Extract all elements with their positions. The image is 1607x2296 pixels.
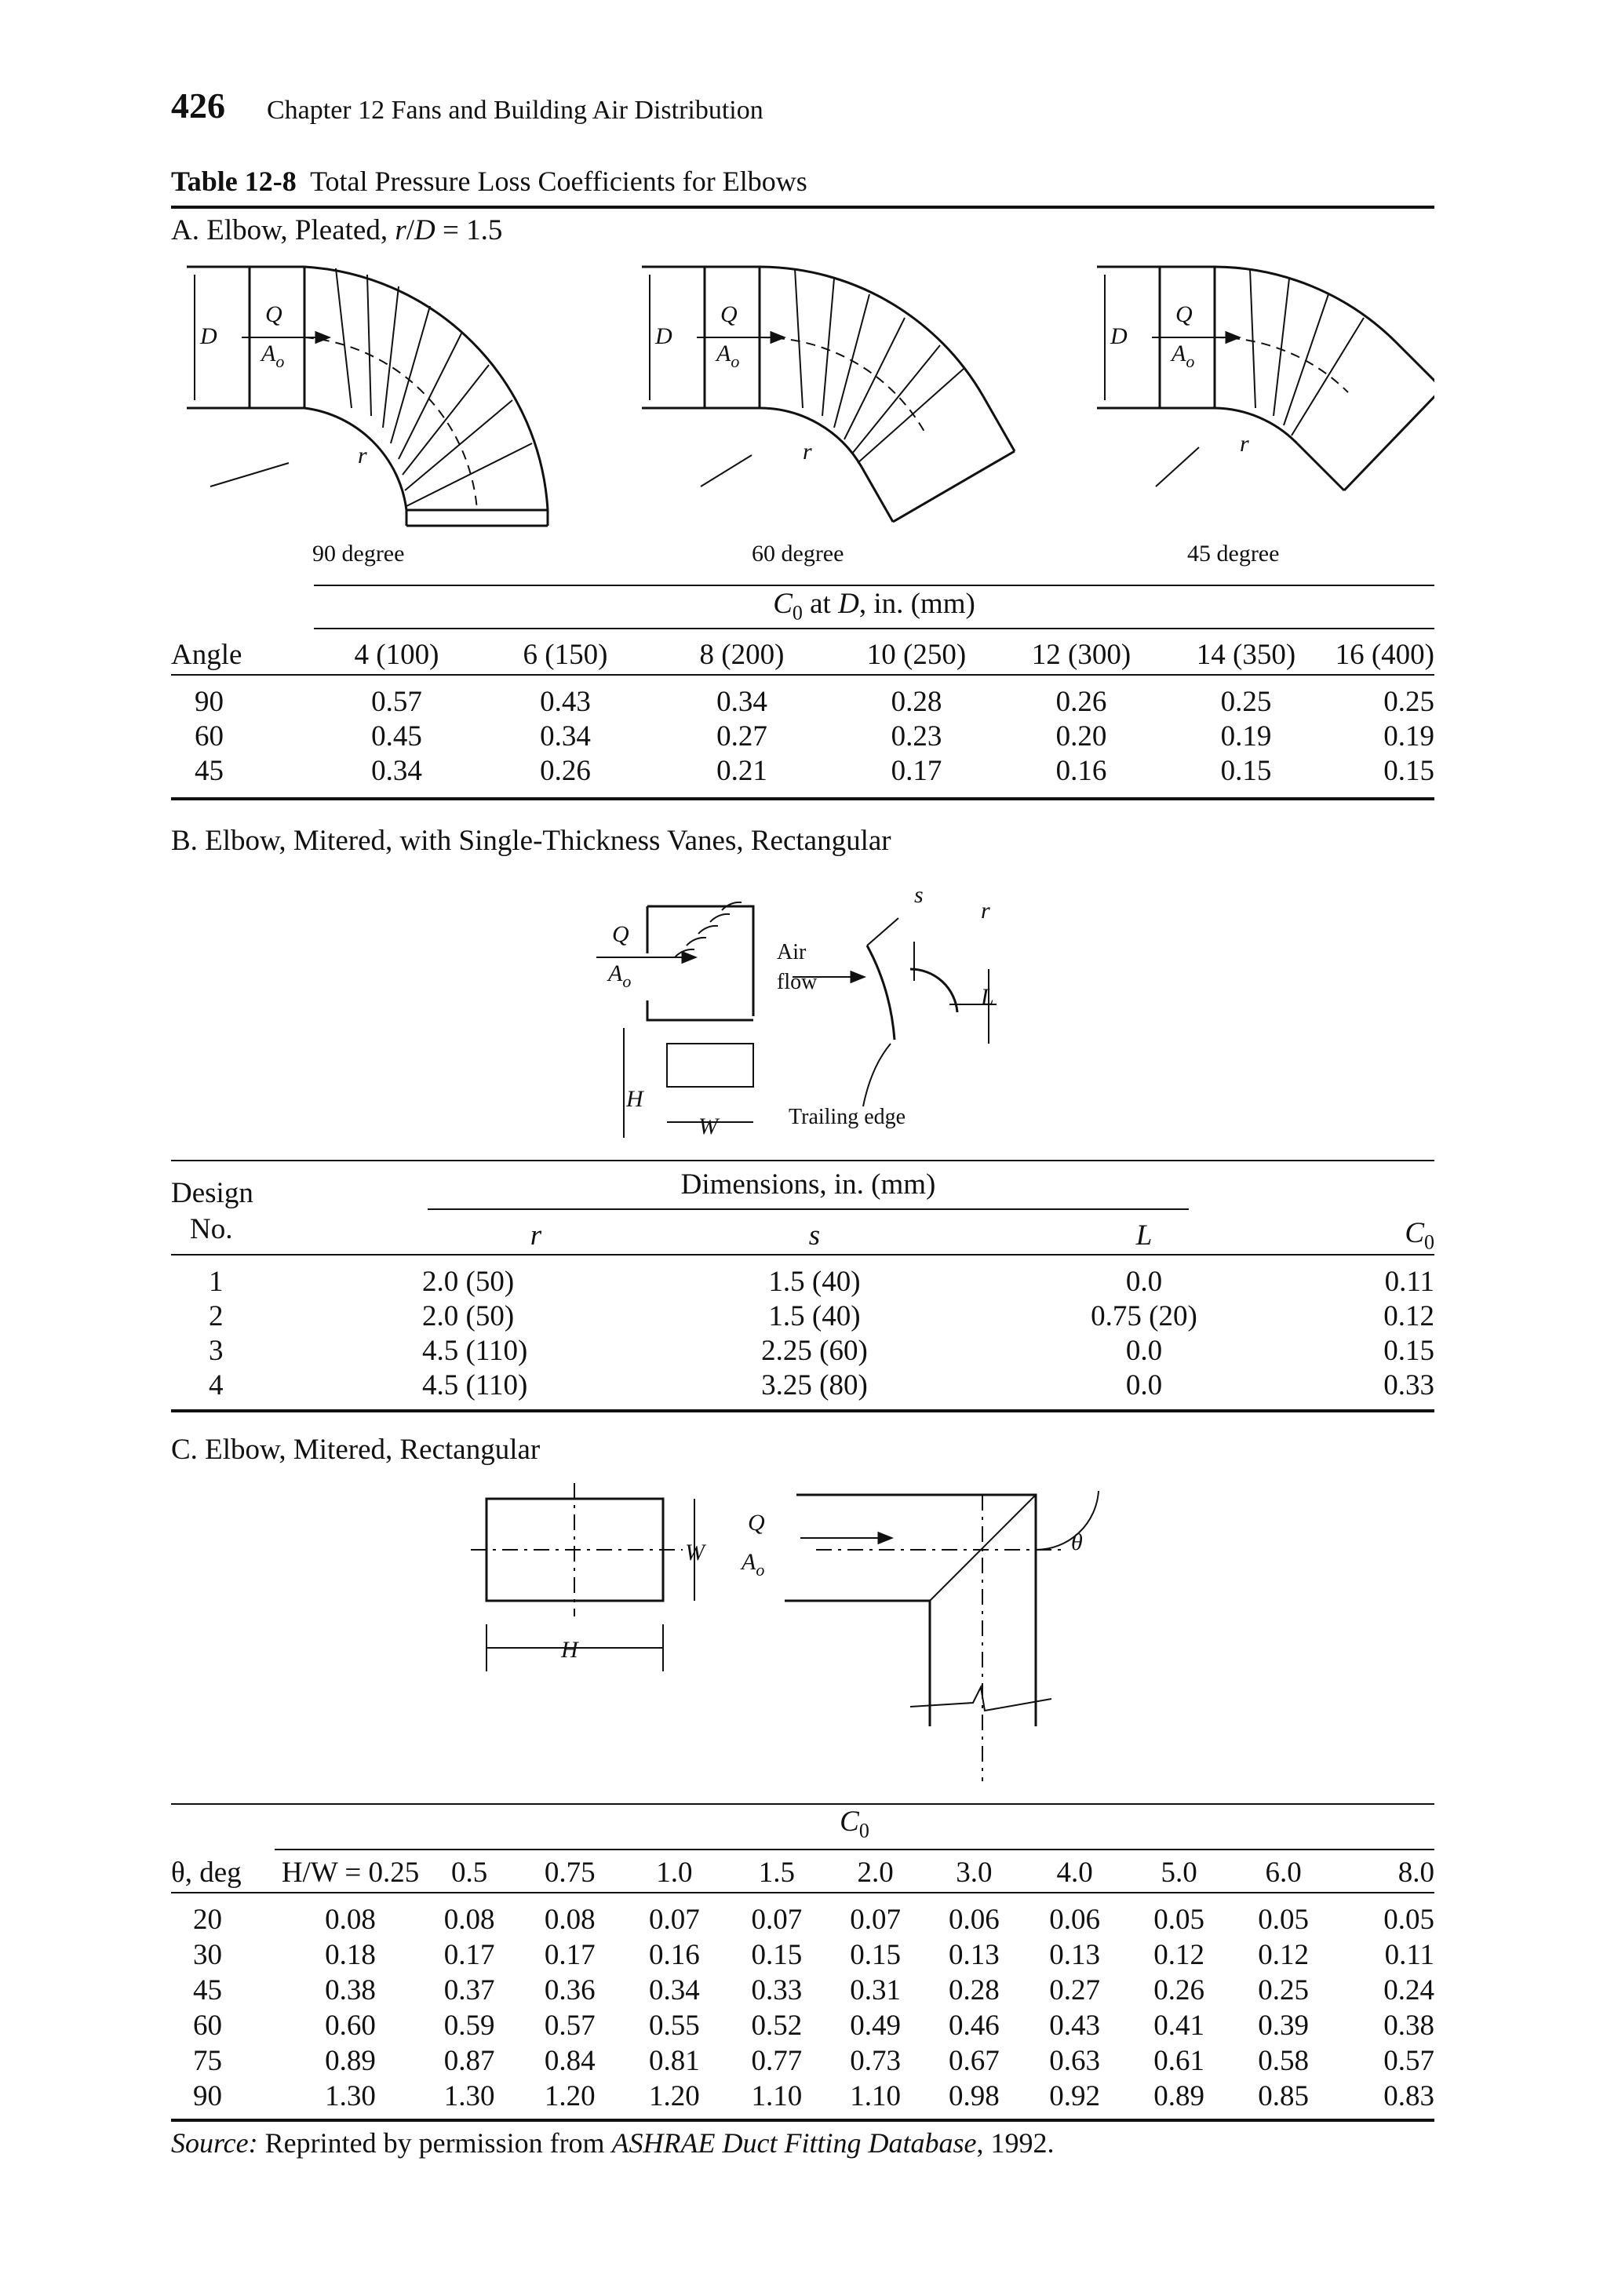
caption-90-degree: 90 degree [312,541,405,567]
label-q-45: Q [1175,301,1193,327]
table-title-text: Total Pressure Loss Coefficients for Elbows [310,166,807,197]
col-header-s: s [808,1219,821,1252]
angle-header: Angle [171,639,242,671]
section-b-table [171,1216,1434,1402]
section-c-figure [471,1475,1130,1789]
table-row: 1 2.0 (50) 1.5 (40) 0.0 0.11 [209,1265,1434,1298]
label-air: Air [777,940,807,964]
section-a-title: A. Elbow, Pleated, r/D = 1.5 [171,214,503,246]
label-d-45: D [1110,323,1128,349]
label-q-c: Q [748,1510,765,1536]
col-header: 16 (400) [1335,639,1434,671]
caption-45-degree: 45 degree [1187,541,1280,567]
label-r-90: r [358,443,367,468]
col-header-c0: $C_0$ [1405,1217,1434,1254]
caption-60-degree: 60 degree [752,541,844,567]
table-row: 90 0.57 0.43 0.34 0.28 0.26 0.25 0.25 [195,685,1434,718]
label-ao-b: $A_o$ [608,960,632,991]
col-header-l: L [1135,1219,1153,1252]
elbow-60-figure [642,267,1015,522]
page-number: 426 [171,86,225,126]
section-c-table: θ, deg H/W = 0.25 0.5 0.75 1.0 1.5 2.0 3.0 4.0 5.0 6.0 8.0 20 0.08 0.08 0.08 0.07 0.07 0.07 0.06 0.06 0.05 0.05 0.05 30 0.18 0.17 0.17 0.16 0.15 0.15 0.13 0.13 0.12 0.12 0.11 45 0.38 0.37 0.36 0.34 0.33 0.31 0.28 0.27 0.26 0.25 0.24 60 0.60 0.59 0.57 0.55 0.52 0.49 0.46 0.43 0.41 0.39 0.38 75 0.89 0.87 0.84 0.81 0.77 0.73 0.67 0.63 0.61 0.58 0.57 90 1.30 1.30 1.20 1.20 1.10 1.10 0.98 0.92 0.89 0.85 0.83 [171,1853,1434,2114]
table-row: 90 1.30 1.30 1.20 1.20 1.10 1.10 0.98 0.92 0.89 0.85 0.83 [193,2080,1434,2112]
section-a-figures [171,251,1434,573]
section-c-bottom-rule [171,2119,1434,2122]
label-l-b: L [981,984,994,1010]
section-b-bottom-rule [171,1409,1434,1412]
label-h-b: H [626,1086,643,1112]
section-a-bottom-rule [171,797,1434,800]
label-theta: θ [1071,1529,1083,1555]
label-trailing-edge: Trailing edge [789,1105,906,1129]
label-q-b: Q [612,921,629,947]
source-note: Source: Reprinted by permission from ASHRAE Duct Fitting Database, 1992. [171,2127,1055,2159]
table-row: 60 0.60 0.59 0.57 0.55 0.52 0.49 0.46 0.43 0.41 0.39 0.38 [193,2010,1434,2042]
label-r-b: r [981,898,990,924]
table-row: 75 0.89 0.87 0.84 0.81 0.77 0.73 0.67 0.63 0.61 0.58 0.57 [193,2045,1434,2077]
label-w-b: W [698,1113,718,1139]
col-header: 6 (150) [523,639,608,671]
table-row: 2 2.0 (50) 1.5 (40) 0.75 (20) 0.12 [209,1299,1434,1332]
col-header: 12 (300) [1031,639,1131,671]
table-label: Table 12-8 [171,166,297,197]
label-d-90: D [200,323,217,349]
table-title [171,165,807,198]
running-head: Chapter 12 Fans and Building Air Distribution [267,96,763,125]
label-flow: flow [777,970,818,994]
table-row: 20 0.08 0.08 0.08 0.07 0.07 0.07 0.06 0.06 0.05 0.05 0.05 [193,1904,1434,1936]
elbow-90-figure [187,267,548,526]
c0-group-rule [275,1849,1434,1850]
col-header: 8 (200) [699,639,785,671]
label-q-90: Q [265,301,282,327]
dimensions-header: Dimensions, in. (mm) [680,1168,936,1201]
table-row: 3 4.5 (110) 2.25 (60) 0.0 0.15 [209,1334,1434,1367]
section-a-table [171,636,1434,788]
dimensions-rule [428,1208,1189,1210]
col-header: 10 (250) [866,639,967,671]
section-b-top-rule [171,1160,1434,1161]
label-s-b: s [914,882,924,908]
label-ao-45: $A_o$ [1172,341,1195,371]
label-ao-60: $A_o$ [716,341,740,371]
table-row: 45 0.34 0.26 0.21 0.17 0.16 0.15 0.15 [195,754,1434,787]
c0-group-header: $C_0$ [840,1806,869,1842]
col-header: 14 (350) [1196,639,1296,671]
label-q-60: Q [720,301,738,327]
label-r-45: r [1240,431,1249,457]
design-header: Design No. [171,1177,253,1245]
section-c-title: C. Elbow, Mitered, Rectangular [171,1434,541,1466]
table-row: 4 4.5 (110) 3.25 (80) 0.0 0.33 [209,1368,1434,1401]
section-a-group-rule [314,585,1434,586]
theta-header: θ, deg [171,1857,242,1889]
table-row: 60 0.45 0.34 0.27 0.23 0.20 0.19 0.19 [195,720,1434,753]
label-d-60: D [655,323,672,349]
section-b-figure [596,871,1036,1142]
table-row: 45 0.38 0.37 0.36 0.34 0.33 0.31 0.28 0.27 0.26 0.25 0.24 [193,1974,1434,2006]
label-r-60: r [803,439,812,465]
label-ao-90: $A_o$ [261,341,285,371]
col-header-r: r [530,1219,542,1252]
top-rule [171,206,1434,209]
label-h-c: H [561,1637,578,1663]
table-row: 30 0.18 0.17 0.17 0.16 0.15 0.15 0.13 0.13 0.12 0.12 0.11 [193,1939,1434,1971]
label-ao-c: $A_o$ [742,1549,765,1580]
section-b-title: B. Elbow, Mitered, with Single-Thickness Vanes, Rectangular [171,825,891,857]
col-header: 4 (100) [354,639,439,671]
section-a-group-header: $C_0$ at D, in. (mm) [773,588,975,625]
section-a-subheader-rule [314,628,1434,629]
label-w-c: W [685,1540,705,1565]
elbow-45-figure [1097,267,1434,490]
